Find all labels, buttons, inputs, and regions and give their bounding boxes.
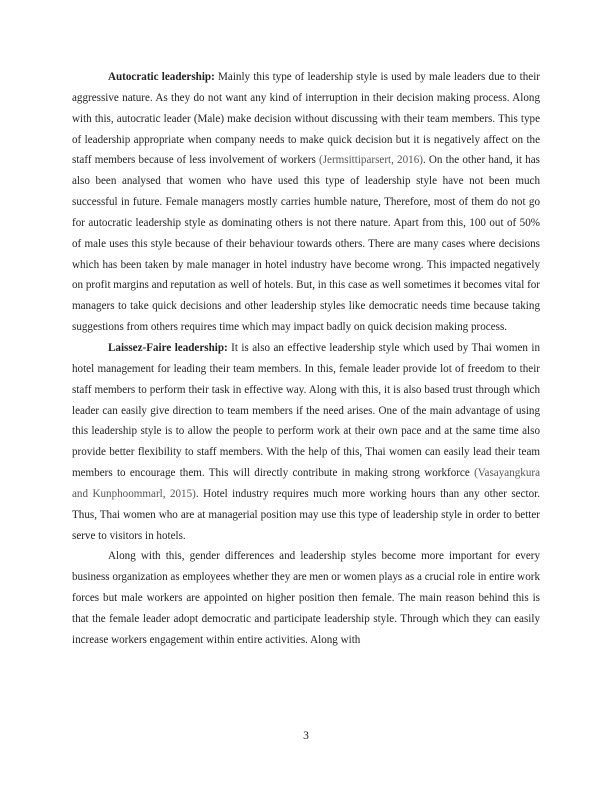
body-text — [72, 67, 540, 651]
paragraph-text: Mainly this type of leadership style is used by male leaders due to their aggressive nature. As they do not want any kind of interruption in their decision making process. Along with this, autocratic leader (Male) make decision without discussing with their team members. This type of leadership appropriate when company needs to make quick decision but it is negatively affect on the staff members because of less involvement of workers — [72, 71, 541, 167]
paragraph-autocratic-leadership — [72, 67, 540, 338]
paragraph-heading: Laissez-Faire leadership: — [108, 341, 228, 354]
paragraph-text: . On the other hand, it has also been analysed that women who have used this type of leadership style have not been much successful in future. Female managers mostly carries humble nature, Therefore, most of them do not go for autocratic leadership style as dominating others is not there nature. Apart from this, 100 out of 50% of male uses this style because of their behaviour towards others. There are many cases where decisions which has been taken by male manager in hotel industry have become wrong. This impacted negatively on profit margins and reputation as well of hotels. But, in this case as well sometimes it becomes vital for managers to take quick decisions and other leadership styles like democratic needs time because taking suggestions from others requires time which may impact badly on quick decision making process. — [72, 154, 540, 334]
paragraph-text: . Hotel industry requires much more working hours than any other sector. Thus, Thai women who are at managerial position may use this type of leadership style in order to better serve to visitors in hotels. — [72, 487, 540, 542]
paragraph-text: It is also an effective leadership style which used by Thai women in hotel management for leading their team members. In this, female leader provide lot of freedom to their staff members to perform their task in effective way. Along with this, it is also based trust through which leader can easily give direction to team members if the need arises. One of the main advantage of using this leadership style is to allow the people to perform work at their own pace and at the same time also provide better flexibility to staff members. With the help of this, Thai women can easily lead their team members to encourage them. This will directly contribute in making strong workforce — [72, 341, 540, 480]
citation: (Jermsittiparsert, 2016) — [319, 154, 423, 167]
page-number: 3 — [303, 730, 309, 742]
paragraph-laissez-faire-leadership — [72, 338, 540, 546]
paragraph-gender-differences: Along with this, gender differences and leadership styles become more important for every business organization as employees whether they are men or women plays as a crucial role in entire work forces but male workers are appointed on higher position then female. The main reason behind this is that the female leader adopt democratic and participate leadership style. Through which they can easily increase workers engagement within entire activities. Along with — [72, 550, 540, 646]
citation: (Vasayangkura and Kunphoommarl, 2015) — [72, 467, 540, 500]
paragraph-heading: Autocratic leadership: — [108, 71, 215, 83]
